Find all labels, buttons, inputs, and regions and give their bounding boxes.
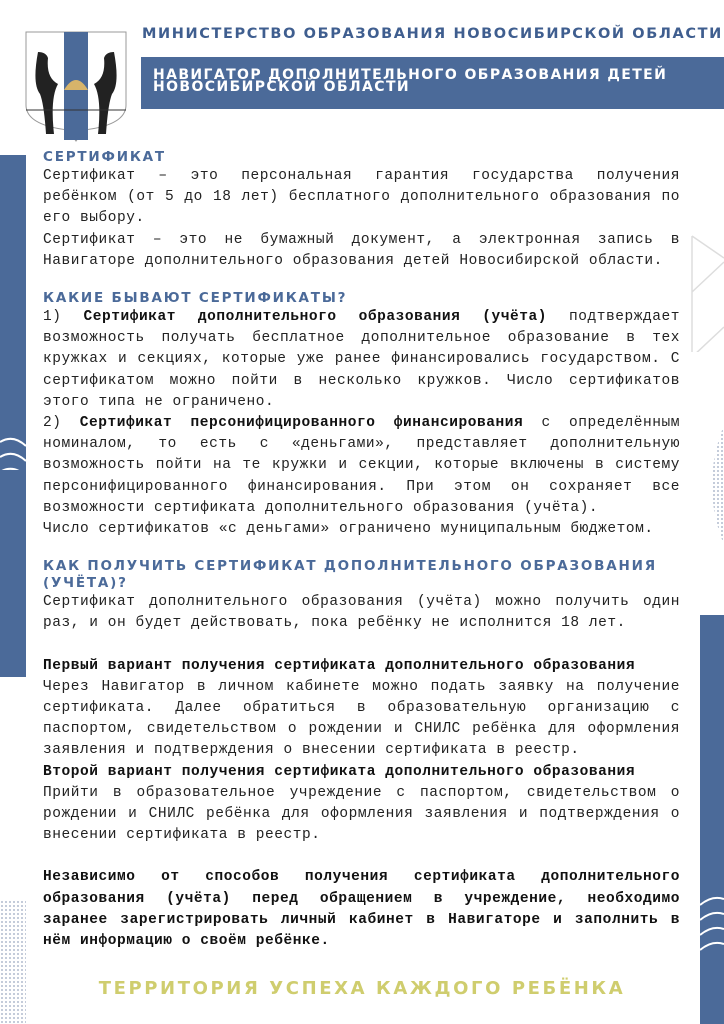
section-heading-certificate: СЕРТИФИКАТ [43, 149, 166, 165]
footer-slogan: ТЕРРИТОРИЯ УСПЕХА КАЖДОГО РЕБЁНКА [98, 978, 626, 999]
navigator-title-line1: НАВИГАТОР ДОПОЛНИТЕЛЬНОГО ОБРАЗОВАНИЯ ДЕТЕЙ [153, 67, 668, 83]
wave-decoration-icon [0, 360, 26, 470]
paragraph: Прийти в образовательное учреждение с паспортом, свидетельством о рождении и СНИЛС ребёнка для оформления заявления и подтверждения о внесении сертификата в реестр. [43, 784, 680, 844]
list-item [43, 307, 680, 413]
paragraph: Число сертификатов «с деньгами» ограничено муниципальным бюджетом. [43, 521, 654, 538]
final-note [43, 867, 680, 952]
paragraph: Сертификат – это персональная гарантия государства получения ребёнком (от 5 до 18 лет) бесплатного дополнительного образования по его выбору. [43, 168, 680, 227]
navigator-title-line2: НОВОСИБИРСКОЙ ОБЛАСТИ [153, 79, 411, 95]
main-content [43, 149, 680, 952]
ministry-title: МИНИСТЕРСТВО ОБРАЗОВАНИЯ НОВОСИБИРСКОЙ ОБЛАСТИ [142, 26, 723, 42]
right-accent-bar [700, 615, 724, 1024]
option1-title-text: Первый вариант получения сертификата дополнительного образования [43, 657, 636, 674]
dot-pattern-bottom-icon [0, 900, 26, 1024]
option2-title-text: Второй вариант получения сертификата дополнительного образования [43, 763, 636, 780]
final-note-text: Независимо от способов получения сертификата дополнительного образования (учёта) перед обращением в учреждение, необходимо заранее зарегистрировать личный кабинет в Навигаторе и заполнить в нём информацию о своём ребёнке. [43, 869, 680, 950]
item-number: 2) [43, 415, 80, 432]
item-number: 1) [43, 309, 84, 326]
item-title: Сертификат персонифицированного финансирования [79, 415, 524, 432]
dot-pattern-icon [700, 425, 724, 545]
list-item [43, 413, 680, 519]
paragraph: Сертификат дополнительного образования (учёта) можно получить один раз, и он будет действовать, пока ребёнку не исполнится 18 лет. [43, 594, 680, 632]
cube-outline-icon [690, 232, 724, 352]
navigator-title [153, 69, 667, 93]
paragraph: Через Навигатор в личном кабинете можно подать заявку на получение сертификата. Далее обратиться в образовательную организацию с паспортом, свидетельством о рождении и СНИЛС ребёнка для оформления заявления и подтверждения о внесении сертификата в реестр. [43, 678, 680, 759]
navigator-banner [141, 57, 724, 109]
paragraph: Сертификат – это не бумажный документ, а электронная запись в Навигаторе дополнительного образования детей Новосибирской области. [43, 231, 680, 269]
section-heading-types: КАКИЕ БЫВАЮТ СЕРТИФИКАТЫ? [43, 290, 348, 307]
coat-of-arms-logo [24, 30, 128, 142]
option2-title [43, 762, 680, 783]
item-text: с определённым номиналом, то есть с «деньгами», представляет дополнительную возможность пойти на те кружки и секции, которые включены в систему персонифицированного финансирования. При этом он сохраняет все возможности сертификата дополнительного образования (учёта). [43, 415, 680, 516]
item-text: подтверждает возможность получать бесплатное дополнительное образование в тех кружках и секциях, которые уже ранее финансировались государством. С сертификатом можно пойти в несколько кружков. Число сертификатов этого типа не ограничено. [43, 309, 680, 410]
wave-decoration-right-icon [700, 895, 724, 955]
spacer-icon [0, 580, 30, 590]
section-heading-how-to-get: КАК ПОЛУЧИТЬ СЕРТИФИКАТ ДОПОЛНИТЕЛЬНОГО ОБРАЗОВАНИЯ (УЧЁТА)? [43, 558, 657, 592]
item-title: Сертификат дополнительного образования (учёта) [83, 309, 548, 326]
option1-title [43, 656, 680, 677]
